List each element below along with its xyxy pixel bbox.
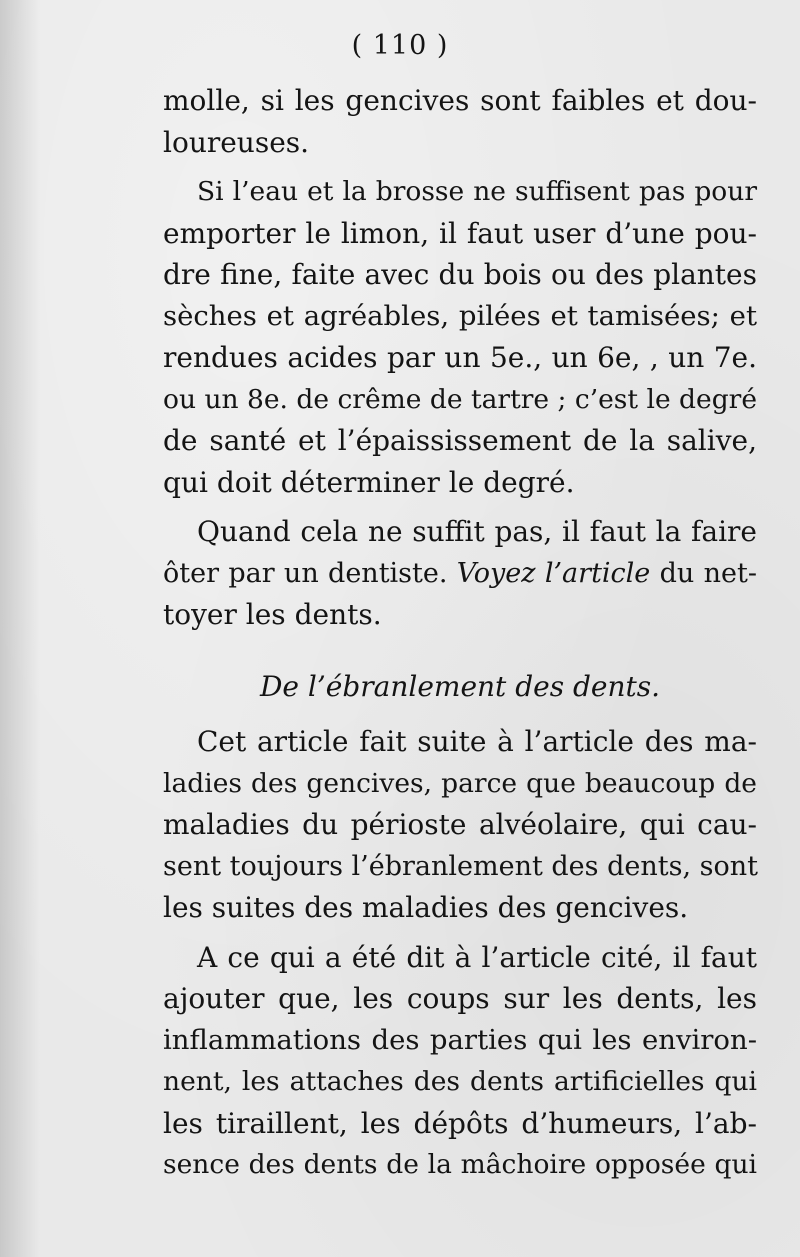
- text-line: Si l’eau et la brosse ne suffisent pas pour: [197, 176, 757, 207]
- section-heading: De l’ébranlement des dents.: [259, 669, 661, 703]
- text-line: sent toujours l’ébranlement des dents, sont: [163, 850, 758, 882]
- page-number: ( 110 ): [351, 30, 449, 61]
- text-line: les tiraillent, les dépôts d’humeurs, l’ab-: [163, 1106, 757, 1140]
- text-line: rendues acides par un 5e., un 6e, , un 7e.: [163, 341, 757, 374]
- text-line: qui doit déterminer le degré.: [163, 465, 575, 499]
- text-line: sence des dents de la mâchoire opposée qui: [163, 1149, 757, 1180]
- text-line: [163, 553, 757, 595]
- text-line: nent, les attaches des dents artificielles qui: [163, 1066, 757, 1097]
- text-line: emporter le limon, il faut user d’une pou-: [163, 216, 757, 250]
- text-line: ou un 8e. de crême de tartre ; c’est le degré: [163, 383, 758, 415]
- text-line: Quand cela ne suffit pas, il faut la faire: [197, 515, 757, 548]
- text-line: de santé et l’épaississement de la salive,: [163, 424, 757, 457]
- text-line: Cet article fait suite à l’article des ma-: [197, 725, 757, 758]
- text-line: molle, si les gencives sont faibles et dou-: [163, 84, 757, 117]
- text-line: maladies du périoste alvéolaire, qui cau-: [163, 808, 757, 841]
- text-line: loureuses.: [163, 125, 310, 159]
- text-line: toyer les dents.: [163, 598, 382, 631]
- text-segment: ôter par un dentiste.: [163, 557, 448, 589]
- text-line: les suites des maladies des gencives.: [163, 891, 689, 924]
- text-line: ajouter que, les coups sur les dents, les: [163, 982, 757, 1015]
- text-segment: du net-: [659, 557, 757, 589]
- text-line: inflammations des parties qui les environ-: [163, 1023, 757, 1056]
- body-text: [163, 80, 757, 1186]
- cross-reference: Voyez l’article: [456, 557, 651, 589]
- text-line: sèches et agréables, pilées et tamisées; et: [163, 299, 757, 332]
- text-line: dre fine, faite avec du bois ou des plantes: [163, 258, 757, 291]
- text-line: ladies des gencives, parce que beaucoup de: [163, 767, 757, 799]
- text-line: A ce qui a été dit à l’article cité, il faut: [197, 940, 757, 974]
